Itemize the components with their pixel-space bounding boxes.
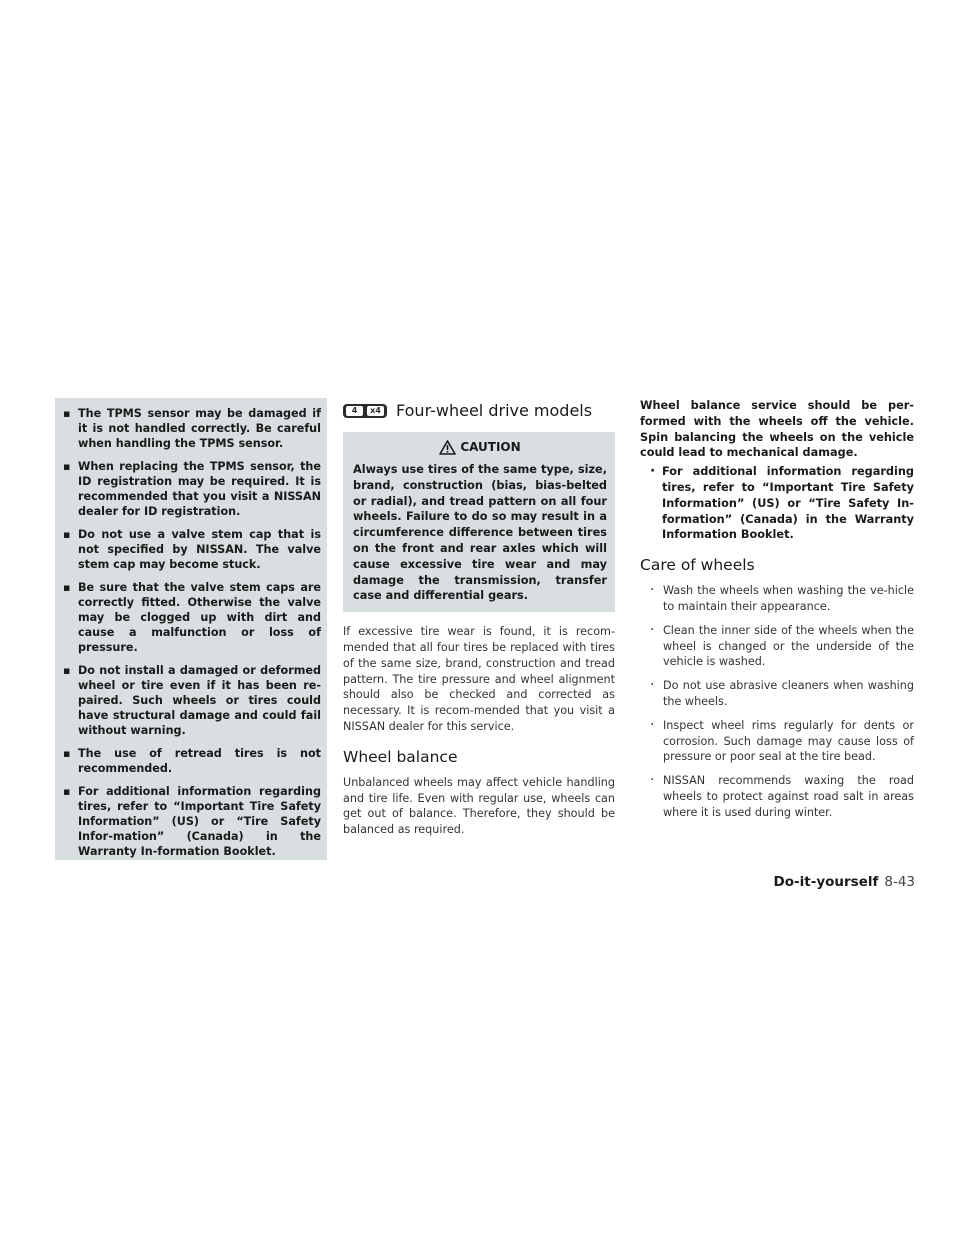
four-wheel-drive-heading bbox=[343, 400, 615, 422]
list-item: ▪ For additional information regarding tires, refer to “Important Tire Safety Information” (US) or “Tire Safety Infor-mation” (Canada) in the Warranty In-formation Booklet. bbox=[63, 784, 321, 859]
four-wheel-drive-icon bbox=[343, 404, 387, 418]
four-wheel-drive-icon-left: 4 bbox=[346, 406, 363, 416]
list-item: ▪ The TPMS sensor may be damaged if it is not handled correctly. Be careful when handling the TPMS sensor. bbox=[63, 406, 321, 451]
page-number: 8-43 bbox=[884, 874, 915, 890]
list-item: ▪ Do not install a damaged or deformed wheel or tire even if it has been re-paired. Such wheels or tires could have structural damage and could fail without warning. bbox=[63, 663, 321, 738]
caution-box bbox=[343, 432, 615, 612]
list-item: ▪ Do not use a valve stem cap that is not specified by NISSAN. The valve stem cap may become stuck. bbox=[63, 527, 321, 572]
right-column bbox=[640, 398, 914, 829]
caution-header bbox=[353, 438, 607, 456]
warning-triangle-icon bbox=[439, 440, 456, 455]
page-footer bbox=[760, 874, 915, 890]
tpms-warning-box bbox=[55, 398, 327, 860]
tpms-warning-list bbox=[63, 406, 321, 859]
wheel-balance-heading: Wheel balance bbox=[343, 747, 458, 766]
additional-info-bullet: · For additional information regarding tires, refer to “Important Tire Safety Information” (US) or “Tire Safety In-formation” (Canada) in the Warranty Information Booklet. bbox=[640, 464, 914, 543]
caution-text: Always use tires of the same type, size, brand, construction (bias, bias-belted or radial), and tread pattern on all four wheels. Failure to do so may result in a circumference difference between tires on the front and rear axles which will cause excessive tire wear and may damage the transmission, transfer case and differential gears. bbox=[353, 463, 607, 603]
list-item: ▪ When replacing the TPMS sensor, the ID registration may be required. It is recommended that you visit a NISSAN dealer for ID registration. bbox=[63, 459, 321, 519]
list-item: · Do not use abrasive cleaners when washing the wheels. bbox=[640, 678, 914, 710]
care-of-wheels-heading: Care of wheels bbox=[640, 556, 755, 575]
four-wheel-drive-icon-right: x4 bbox=[367, 406, 384, 416]
list-item: · Wash the wheels when washing the ve-hicle to maintain their appearance. bbox=[640, 583, 914, 615]
wheel-balance-paragraph: Unbalanced wheels may affect vehicle handling and tire life. Even with regular use, wheels can get out of balance. Therefore, they should be balanced as required. bbox=[343, 775, 615, 837]
excessive-wear-paragraph: If excessive tire wear is found, it is recom-mended that all four tires be replaced with tires of the same size, brand, construction and tread pattern. The tire pressure and wheel alignment should also be checked and corrected as necessary. It is recom-mended that you visit a NISSAN dealer for this service. bbox=[343, 625, 615, 733]
four-wheel-drive-title: Four-wheel drive models bbox=[396, 401, 593, 420]
list-item: ▪ The use of retread tires is not recommended. bbox=[63, 746, 321, 776]
list-item: · NISSAN recommends waxing the road wheels to protect against road salt in areas where it is used during winter. bbox=[640, 773, 914, 820]
care-of-wheels-list bbox=[640, 583, 914, 820]
list-item: · Inspect wheel rims regularly for dents or corrosion. Such damage may cause loss of pressure or poor seal at the tire bead. bbox=[640, 718, 914, 765]
caution-label: CAUTION bbox=[460, 440, 521, 454]
list-item: · Clean the inner side of the wheels when the wheel is changed or the underside of the vehicle is washed. bbox=[640, 623, 914, 670]
list-item: ▪ Be sure that the valve stem caps are correctly fitted. Otherwise the valve may be clogged up with dirt and cause a malfunction or loss of pressure. bbox=[63, 580, 321, 655]
middle-column bbox=[343, 396, 615, 850]
balance-warning: Wheel balance service should be per-formed with the wheels off the vehicle. Spin balancing the wheels on the vehicle could lead to mechanical damage. bbox=[640, 399, 914, 460]
section-name: Do-it-yourself bbox=[773, 874, 879, 890]
